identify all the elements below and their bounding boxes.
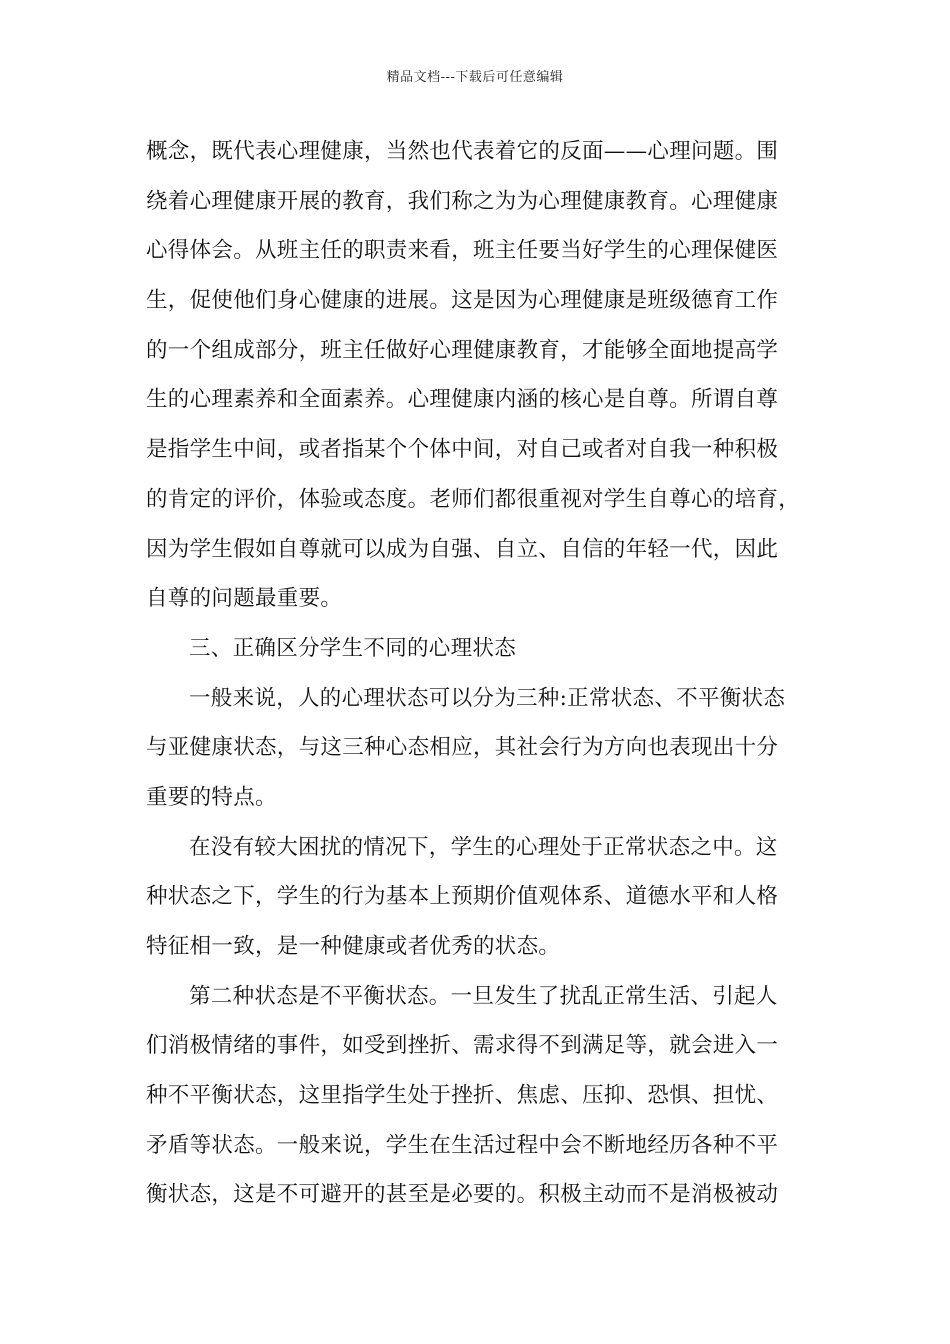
text-line: 们消极情绪的事件，如受到挫折、需求得不到满足等，就会进入一 xyxy=(146,1033,779,1059)
text-line: 心得体会。从班主任的职责来看，班主任要当好学生的心理保健医 xyxy=(146,238,779,264)
paragraph-start: 在没有较大困扰的情况下，学生的心理处于正常状态之中。这 xyxy=(189,834,778,860)
text-line: 因为学生假如自尊就可以成为自强、自立、自信的年轻一代，因此 xyxy=(146,536,779,562)
text-line: 生，促使他们身心健康的进展。这是因为心理健康是班级德育工作 xyxy=(146,288,779,314)
section-heading: 三、正确区分学生不同的心理状态 xyxy=(189,635,517,661)
text-line: 特征相一致，是一种健康或者优秀的状态。 xyxy=(146,934,561,959)
page-header: 精品文档---下载后可任意编辑 xyxy=(386,70,564,85)
text-line: 生的心理素养和全面素养。心理健康内涵的核心是自尊。所谓自尊 xyxy=(146,387,779,413)
text-line: 的一个组成部分，班主任做好心理健康教育，才能够全面地提高学 xyxy=(146,337,779,363)
text-line: 重要的特点。 xyxy=(146,784,277,810)
text-line: 概念，既代表心理健康，当然也代表着它的反面——心理问题。围 xyxy=(146,139,779,164)
text-line: 衡状态，这是不可避开的甚至是必要的。积极主动而不是消极被动 xyxy=(146,1182,779,1208)
text-line: 的肯定的评价，体验或态度。老师们都很重视对学生自尊心的培育， xyxy=(146,486,801,512)
text-line: 绕着心理健康开展的教育，我们称之为为心理健康教育。心理健康 xyxy=(146,188,779,214)
text-line: 矛盾等状态。一般来说，学生在生活过程中会不断地经历各种不平 xyxy=(146,1132,779,1158)
paragraph-start: 一般来说，人的心理状态可以分为三种:正常状态、不平衡状态 xyxy=(189,685,786,711)
text-line: 与亚健康状态，与这三种心态相应，其社会行为方向也表现出十分 xyxy=(146,735,779,761)
text-line: 种不平衡状态，这里指学生处于挫折、焦虑、压抑、恐惧、担忧、 xyxy=(146,1083,779,1109)
paragraph-start: 第二种状态是不平衡状态。一旦发生了扰乱正常生活、引起人 xyxy=(189,983,778,1009)
text-line: 种状态之下，学生的行为基本上预期价值观体系、道德水平和人格 xyxy=(146,884,779,910)
text-line: 是指学生中间，或者指某个个体中间，对自己或者对自我一种积极 xyxy=(146,437,779,463)
text-line: 自尊的问题最重要。 xyxy=(146,586,343,612)
document-body xyxy=(146,127,826,1220)
